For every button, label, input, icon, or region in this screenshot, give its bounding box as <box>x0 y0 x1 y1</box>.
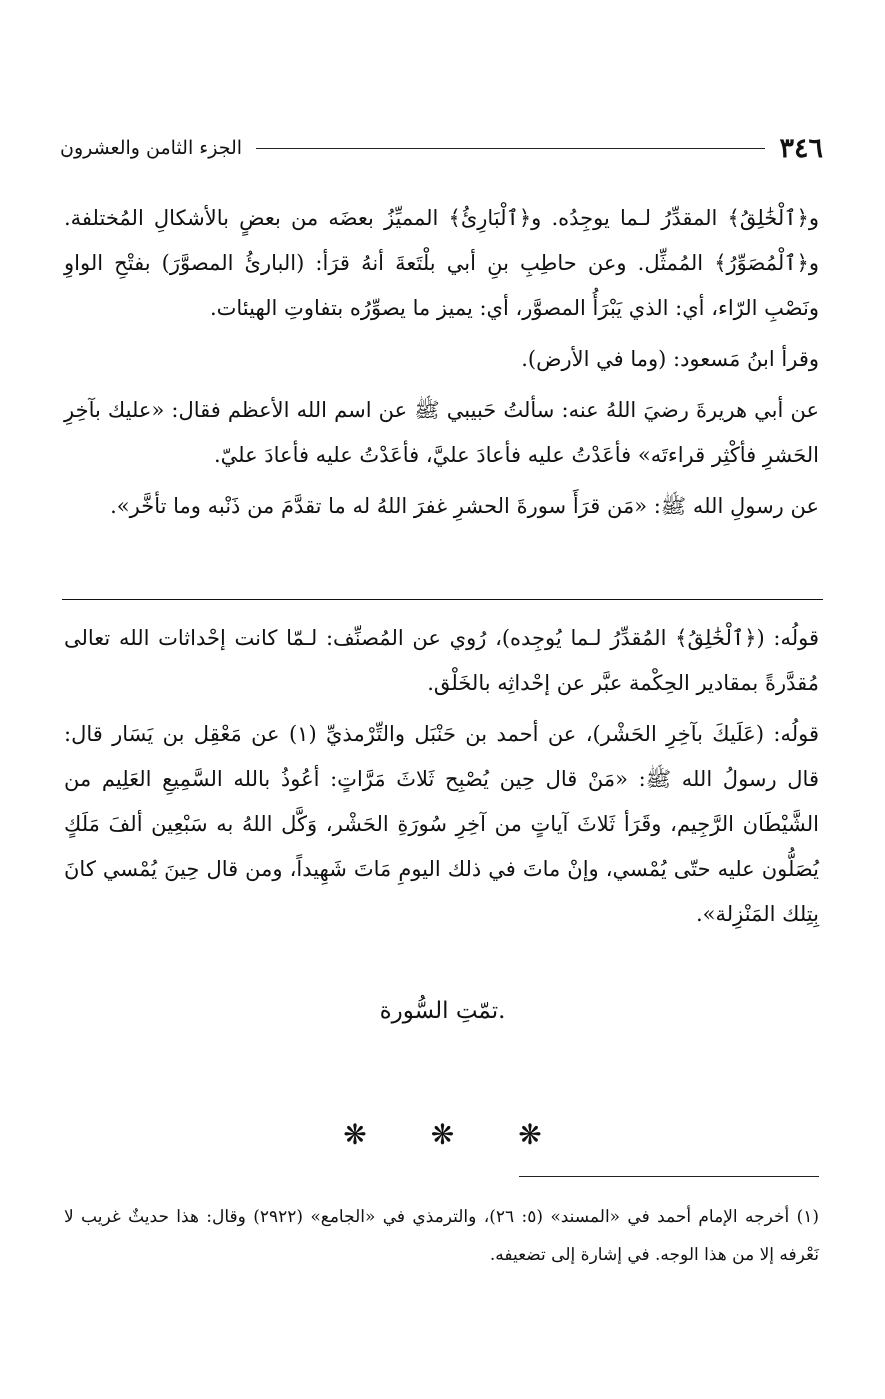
main-paragraph-2: وقرأ ابنُ مَسعود: (وما في الأرض). <box>521 347 819 371</box>
running-title: الجزء الثامن والعشرون <box>60 137 243 159</box>
header-rule <box>256 148 765 149</box>
footnote-rule <box>519 1176 819 1177</box>
main-text <box>64 196 819 529</box>
surah-closing: تمّتِ السُّورة. <box>379 998 506 1024</box>
star-ornament-icon: ❋ <box>343 1118 367 1151</box>
text-commentary-divider <box>62 599 823 600</box>
page-number: ٣٤٦ <box>779 132 823 164</box>
main-paragraph-1: و﴿ٱلْخَٰلِقُ﴾ المقدِّرُ لـما يوجِدُه. و﴿ٱلْبَارِئُ﴾ المميِّزُ بعضَه من بعضٍ بالأشكالِ المُختلفة. و﴿ٱلْمُصَوِّرُ﴾ المُمثِّل. وعن حاطِبِ بنِ أبي بلْتَعةَ أنهُ قرَأ: (البارئُ المصوَّرَ) بفتْحِ الواوِ ونَصْبِ الرّاء، أي: الذي يَبْرَأُ المصوَّر، أي: يميز ما يصوِّرُه بتفاوتِ الهيئات. <box>64 206 819 320</box>
commentary-paragraph-2: قولُه: (عَلَيكَ بآخِرِ الحَشْر)، عن أحمد بن حَنْبَل والتِّرْمذيِّ (١) عن مَعْقِل بن يَسَار قال: قال رسولُ الله ﷺ: «مَنْ قال حِين يُصْبِح ثَلاثَ مَرَّاتٍ: أعُوذُ بالله السَّمِيعِ العَلِيم من الشَّيْطَان الرَّجِيم، وقَرَأ ثَلاثَ آياتٍ من آخِرِ سُورَةِ الحَشْر، وَكَّل اللهُ به سَبْعِين ألفَ مَلَكٍ يُصَلُّون عليه حتّى يُمْسي، وإنْ ماتَ في ذلك اليومِ مَاتَ شَهِيداً، ومن قال حِينَ يُمْسي كانَ بِتِلك المَنْزِلة». <box>64 722 819 926</box>
main-paragraph-3: عن أبي هريرةَ رضيَ اللهُ عنه: سألتُ حَبيبي ﷺ عن اسم الله الأعظم فقال: «عليك بآخِرِ الحَشرِ فأكْثِر قراءتَه» فأعَدْتُ عليه فأعادَ عليَّ، فأعَدْتُ عليه فأعادَ عليّ. <box>64 398 819 467</box>
section-separator <box>0 1118 885 1151</box>
star-ornament-icon: ❋ <box>518 1118 542 1151</box>
footnote: (١) أخرجه الإمام أحمد في «المسند» (٥: ٢٦)، والترمذي في «الجامع» (٢٩٢٢) وقال: هذا حديثٌ غريب لا نَعْرفه إلا من هذا الوجه. في إشارة إلى تضعيفه. <box>64 1207 819 1265</box>
commentary-paragraph-1: قولُه: (﴿ٱلْخَٰلِقُ﴾ المُقدِّرُ لـما يُوجِده)، رُوي عن المُصنِّف: لـمّا كانت إحْداثات الله تعالى مُقدَّرةً بمقادير الحِكْمة عبَّر عن إحْداثِه بالخَلْق. <box>64 626 819 695</box>
commentary-text <box>64 616 819 937</box>
star-ornament-icon: ❋ <box>430 1118 455 1151</box>
page-header <box>60 128 823 168</box>
main-paragraph-4: عن رسولِ الله ﷺ: «مَن قرَأَ سورةَ الحشرِ غفرَ اللهُ له ما تقدَّمَ من ذَنْبه وما تأخَّر». <box>110 494 819 518</box>
